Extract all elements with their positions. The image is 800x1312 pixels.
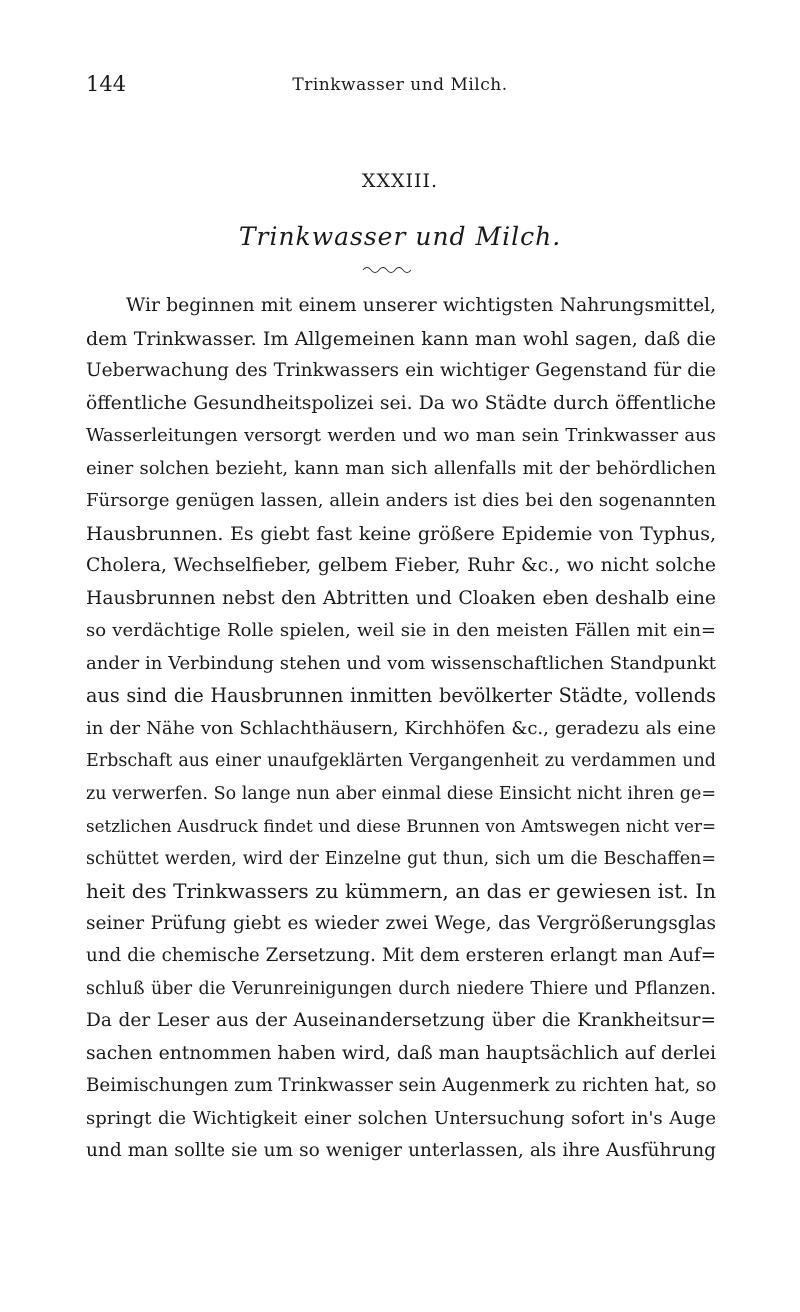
- text-line: zu verwerfen. So lange nun aber einmal diese Einsicht nicht ihren ge=: [86, 783, 716, 804]
- text-line: Erbschaft aus einer unaufgeklärten Vergangenheit zu verdammen und: [86, 751, 716, 771]
- text-line: dem Trinkwasser. Im Allgemeinen kann man wohl sagen, daß die: [86, 327, 716, 350]
- chapter-number: XXXIII.: [361, 170, 439, 192]
- text-line: Wir beginnen mit einem unserer wichtigsten Nahrungsmittel,: [126, 295, 716, 316]
- running-head: [86, 72, 714, 102]
- text-line: Da der Leser aus der Auseinandersetzung über die Krankheitsur=: [86, 1010, 716, 1031]
- text-line: einer solchen bezieht, kann man sich allenfalls mit der behördlichen: [86, 457, 716, 479]
- page-number: 144: [86, 72, 127, 96]
- text-line: in der Nähe von Schlachthäusern, Kirchhöfen &c., geradezu als eine: [86, 717, 716, 739]
- text-line: Ueberwachung des Trinkwassers ein wichtiger Gegenstand für die: [86, 360, 716, 381]
- text-line: sachen entnommen haben wird, daß man hauptsächlich auf derlei: [86, 1042, 716, 1064]
- text-line: öffentliche Gesundheitspolizei sei. Da wo Städte durch öffentliche: [86, 392, 716, 414]
- text-line: Wasserleitungen versorgt werden und wo man sein Trinkwasser aus: [86, 425, 716, 446]
- text-line: Beimischungen zum Trinkwasser sein Augenmerk zu richten hat, so: [86, 1075, 717, 1096]
- text-line: Cholera, Wechselfieber, gelbem Fieber, Ruhr &c., wo nicht solche: [86, 555, 716, 576]
- running-title: Trinkwasser und Milch.: [292, 75, 508, 95]
- text-line: ander in Verbindung stehen und vom wissenschaftlichen Standpunkt: [86, 652, 716, 674]
- text-line: so verdächtige Rolle spielen, weil sie in den meisten Fällen mit ein=: [86, 620, 716, 641]
- text-line: schluß über die Verunreinigungen durch niedere Thiere und Pflanzen.: [86, 978, 716, 999]
- text-line: schüttet werden, wird der Einzelne gut thun, sich um die Beschaffen=: [86, 848, 716, 869]
- text-line: Hausbrunnen. Es giebt fast keine größere Epidemie von Typhus,: [86, 522, 716, 545]
- text-line: und man sollte sie um so weniger unterlassen, als ihre Ausführung: [86, 1140, 716, 1161]
- wavy-ornament-icon: [361, 262, 413, 278]
- text-line: setzlichen Ausdruck findet und diese Brunnen von Amtswegen nicht ver=: [86, 816, 716, 836]
- body-text: [86, 290, 716, 1168]
- text-line: und die chemische Zersetzung. Mit dem ersteren erlangt man Auf=: [86, 945, 716, 966]
- text-line: seiner Prüfung giebt es wieder zwei Wege, das Vergrößerungsglas: [86, 912, 716, 934]
- text-line: aus sind die Hausbrunnen inmitten bevölkerter Städte, vollends: [86, 684, 716, 707]
- text-line: heit des Trinkwassers zu kümmern, an das er gewiesen ist. In: [86, 879, 716, 903]
- chapter-title: Trinkwasser und Milch.: [238, 222, 562, 251]
- text-line: Hausbrunnen nebst den Abtritten und Cloaken eben deshalb eine: [86, 587, 716, 609]
- text-line: Fürsorge genügen lassen, allein anders ist dies bei den sogenannten: [86, 490, 716, 511]
- text-line: springt die Wichtigkeit einer solchen Untersuchung sofort in's Auge: [86, 1107, 716, 1129]
